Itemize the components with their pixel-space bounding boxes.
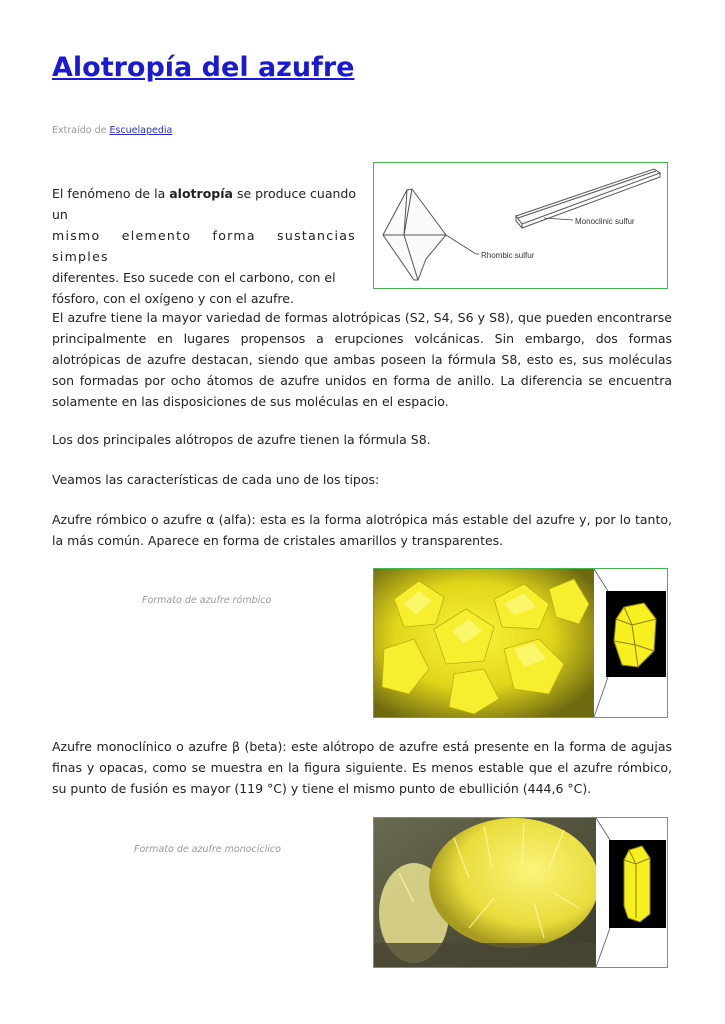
monoclinic-sulfur-photo <box>374 818 667 967</box>
paragraph-s8-formula: Los dos principales alótropos de azufre tienen la fórmula S8. <box>52 432 431 447</box>
rhombic-caption: Formato de azufre rómbico <box>142 595 272 606</box>
monoclinic-crystal-model-icon <box>624 846 650 922</box>
intro-paragraph <box>52 183 356 309</box>
monoclinic-sulfur-figure <box>373 817 668 968</box>
rhombic-pointer <box>446 235 476 254</box>
rhombic-sulfur-label: Rhombic sulfur <box>481 251 535 260</box>
page-title[interactable]: Alotropía del azufre <box>52 52 355 83</box>
crystal-diagram-figure <box>373 162 668 289</box>
crystal-diagram <box>374 163 667 288</box>
rhombic-sulfur-figure <box>373 568 668 718</box>
paragraph-allotropic-forms: El azufre tiene la mayor variedad de formas alotrópicas (S2, S4, S6 y S8), que pueden encontrarse principalmente en lugares propensos a erupciones volcánicas. Sin embargo, dos formas alotrópicas de azufre destacan, siendo que ambas poseen la fórmula S8, esto es, sus moléculas son formadas por ocho átomos de azufre unidos en forma de anillo. La diferencia se encuentra solamente en las disposiciones de sus moléculas en el espacio. <box>52 310 672 409</box>
monoclinic-caption: Formato de azufre monocíclico <box>134 844 281 855</box>
paragraph-rhombic-sulfur: Azufre rómbico o azufre α (alfa): esta es la forma alotrópica más estable del azufre y, por lo tanto, la más común. Aparece en forma de cristales amarillos y transparentes. <box>52 512 672 548</box>
intro-line-3: diferentes. Eso sucede con el carbono, con el <box>52 270 336 285</box>
monoclinic-sulfur-label: Monoclinic sulfur <box>575 217 635 226</box>
source-line <box>52 125 172 136</box>
alotropia-term: alotropía <box>169 186 233 201</box>
source-link[interactable]: Escuelapedia <box>109 125 173 136</box>
intro-line-4: fósforo, con el oxígeno y con el azufre. <box>52 291 294 306</box>
intro-line-2: mismo elemento forma sustancias simples <box>52 228 356 264</box>
source-prefix: Extraído de <box>52 125 110 136</box>
paragraph-monoclinic-sulfur: Azufre monoclínico o azufre β (beta): este alótropo de azufre está presente en la forma de agujas finas y opacas, como se muestra en la figura siguiente. Es menos estable que el azufre rómbico, su punto de fusión es mayor (119 °C) y tiene el mismo punto de ebullición (444,6 °C). <box>52 739 672 796</box>
intro-line-1: El fenómeno de la alotropía se produce cuando un <box>52 186 356 222</box>
paragraph-types-intro: Veamos las características de cada uno de los tipos: <box>52 472 380 487</box>
monoclinic-pointer <box>544 218 573 220</box>
rhombic-sulfur-photo <box>374 569 667 717</box>
rhombic-crystal-drawing <box>383 189 446 280</box>
